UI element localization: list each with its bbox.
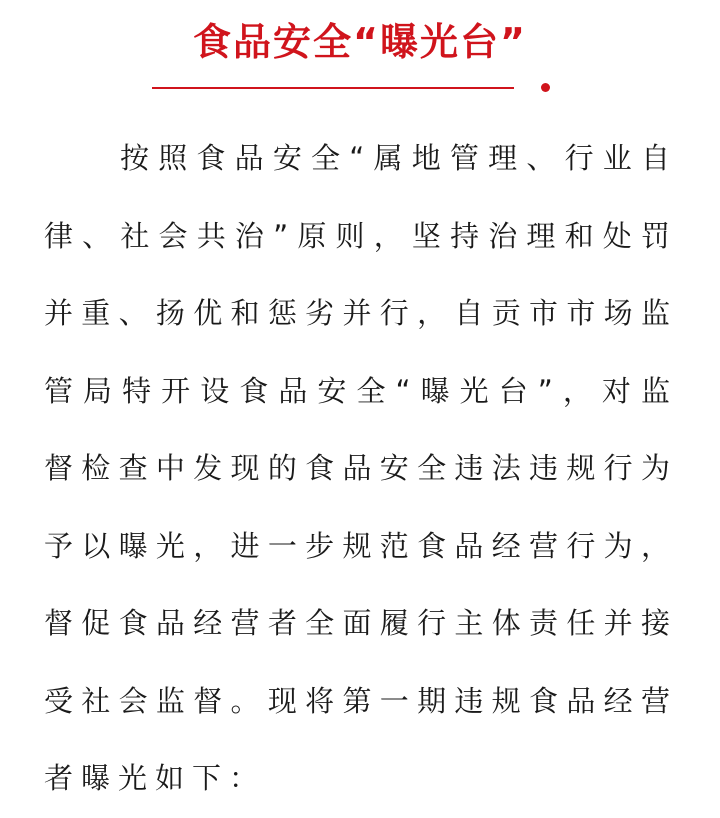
decorative-dot-icon — [541, 83, 550, 92]
title-underline — [152, 87, 514, 89]
section-title: 食品安全“曝光台” — [193, 20, 527, 64]
article-paragraph: 按照食品安全“属地管理、行业自律、社会共治”原则，坚持治理和处罚并重、扬优和惩劣并行，自贡市市场监管局特开设食品安全“曝光台”，对监督检查中发现的食品安全违法违规行为予以曝光，进一步规范食品经营行为，督促食品经营者全面履行主体责任并接受社会监督。现将第一期违规食品经营者曝光如下： — [44, 141, 678, 795]
